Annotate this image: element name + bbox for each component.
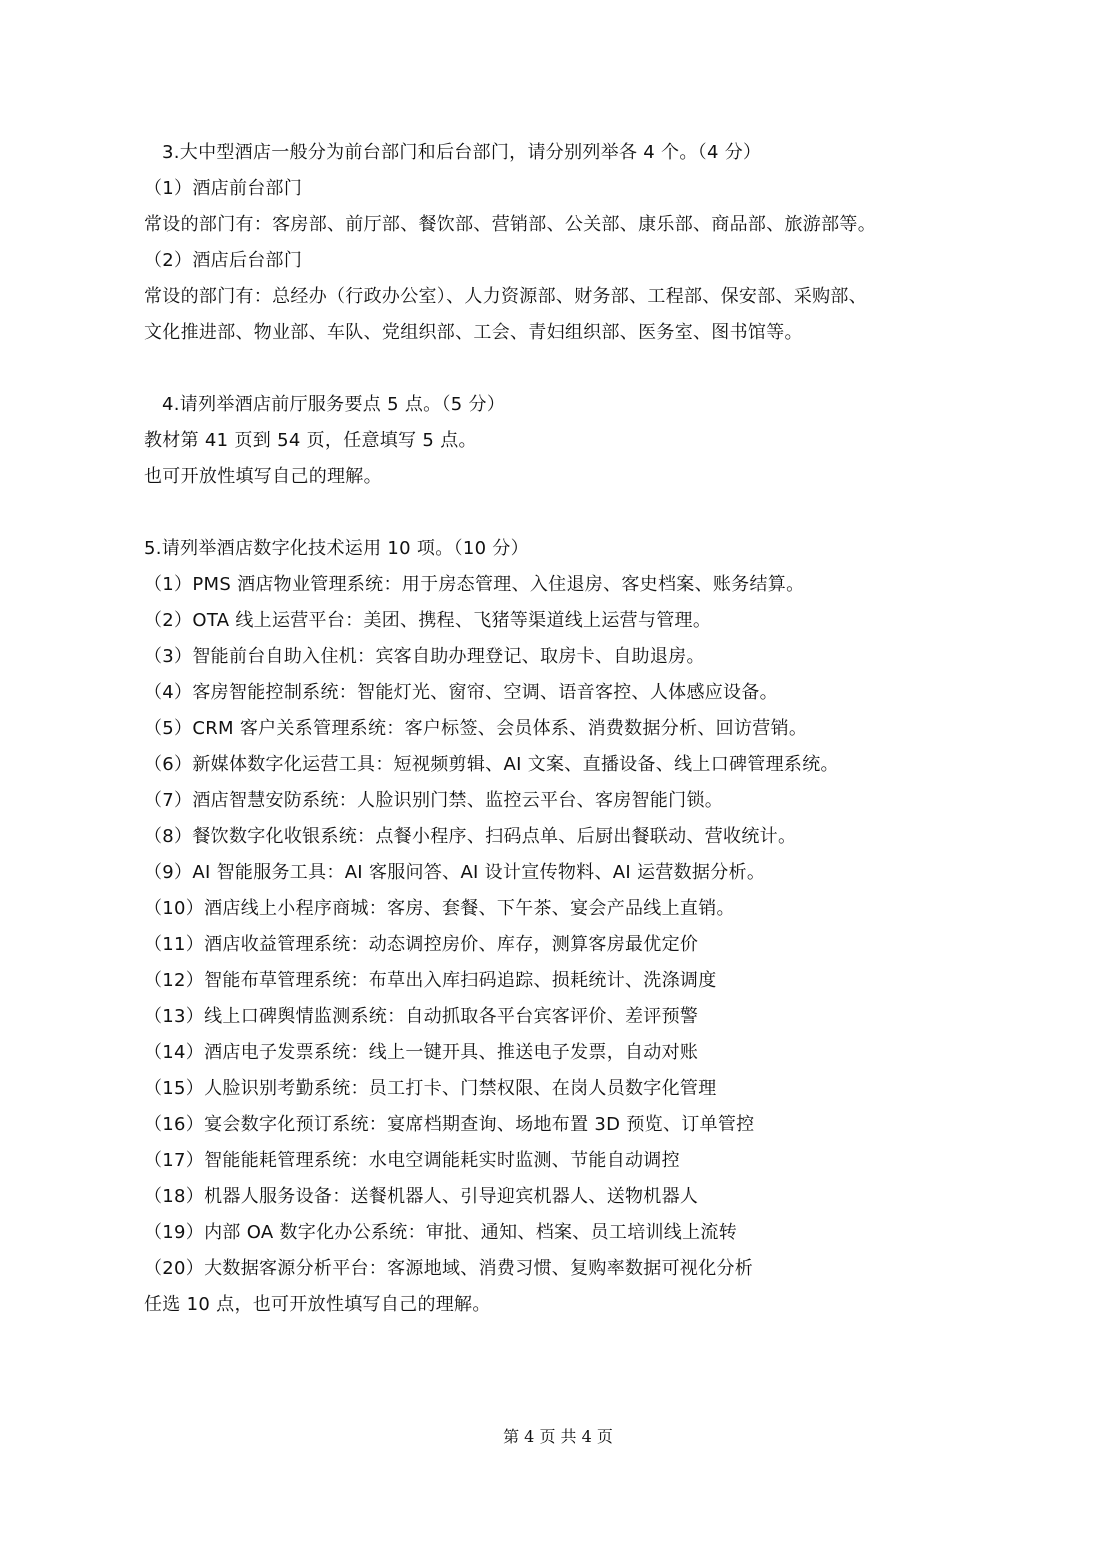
back-departments-text-line-1: 常设的部门有：总经办（行政办公室）、人力资源部、财务部、工程部、保安部、采购部、 (144, 286, 867, 307)
list-item: （5）CRM 客户关系管理系统：客户标签、会员体系、消费数据分析、回访营销。 (144, 718, 808, 739)
question-4-answer-line-2: 也可开放性填写自己的理解。 (144, 466, 382, 487)
list-item: （7）酒店智慧安防系统：人脸识别门禁、监控云平台、客房智能门锁。 (144, 790, 724, 811)
list-item: （14）酒店电子发票系统：线上一键开具、推送电子发票，自动对账 (144, 1042, 699, 1063)
back-departments-text-line-2: 文化推进部、物业部、车队、党组织部、工会、青妇组织部、医务室、图书馆等。 (144, 322, 803, 343)
list-item: （4）客房智能控制系统：智能灯光、窗帘、空调、语音客控、人体感应设备。 (144, 682, 778, 703)
list-item: （13）线上口碑舆情监测系统：自动抓取各平台宾客评价、差评预警 (144, 1006, 699, 1027)
list-item: （2）OTA 线上运营平台：美团、携程、飞猪等渠道线上运营与管理。 (144, 610, 712, 631)
list-item: （11）酒店收益管理系统：动态调控房价、库存，测算客房最优定价 (144, 934, 699, 955)
list-item: （20）大数据客源分析平台：客源地域、消费习惯、复购率数据可视化分析 (144, 1258, 754, 1279)
question-4-title: 4.请列举酒店前厅服务要点 5 点。（5 分） (162, 394, 506, 415)
list-item: （8）餐饮数字化收银系统：点餐小程序、扫码点单、后厨出餐联动、营收统计。 (144, 826, 797, 847)
list-item: （19）内部 OA 数字化办公系统：审批、通知、档案、员工培训线上流转 (144, 1222, 738, 1243)
front-departments-heading: （1）酒店前台部门 (144, 178, 303, 199)
list-item: （17）智能能耗管理系统：水电空调能耗实时监测、节能自动调控 (144, 1150, 680, 1171)
list-item: （12）智能布草管理系统：布草出入库扫码追踪、损耗统计、洗涤调度 (144, 970, 717, 991)
question-5-closing: 任选 10 点，也可开放性填写自己的理解。 (144, 1294, 491, 1315)
question-4-answer-line-1: 教材第 41 页到 54 页，任意填写 5 点。 (144, 430, 477, 451)
list-item: （18）机器人服务设备：送餐机器人、引导迎宾机器人、送物机器人 (144, 1186, 699, 1207)
list-item: （1）PMS 酒店物业管理系统：用于房态管理、入住退房、客史档案、账务结算。 (144, 574, 805, 595)
page-number-footer: 第 4 页 共 4 页 (503, 1427, 613, 1446)
list-item: （16）宴会数字化预订系统：宴席档期查询、场地布置 3D 预览、订单管控 (144, 1114, 755, 1135)
list-item: （10）酒店线上小程序商城：客房、套餐、下午茶、宴会产品线上直销。 (144, 898, 735, 919)
question-5-title: 5.请列举酒店数字化技术运用 10 项。（10 分） (144, 538, 529, 559)
front-departments-text: 常设的部门有：客房部、前厅部、餐饮部、营销部、公关部、康乐部、商品部、旅游部等。 (144, 214, 876, 235)
list-item: （15）人脸识别考勤系统：员工打卡、门禁权限、在岗人员数字化管理 (144, 1078, 717, 1099)
list-item: （3）智能前台自助入住机：宾客自助办理登记、取房卡、自助退房。 (144, 646, 705, 667)
list-item: （6）新媒体数字化运营工具：短视频剪辑、AI 文案、直播设备、线上口碑管理系统。 (144, 754, 839, 775)
list-item: （9）AI 智能服务工具：AI 客服问答、AI 设计宣传物料、AI 运营数据分析。 (144, 862, 766, 883)
back-departments-heading: （2）酒店后台部门 (144, 250, 303, 271)
question-3-title: 3.大中型酒店一般分为前台部门和后台部门，请分别列举各 4 个。（4 分） (162, 142, 762, 163)
